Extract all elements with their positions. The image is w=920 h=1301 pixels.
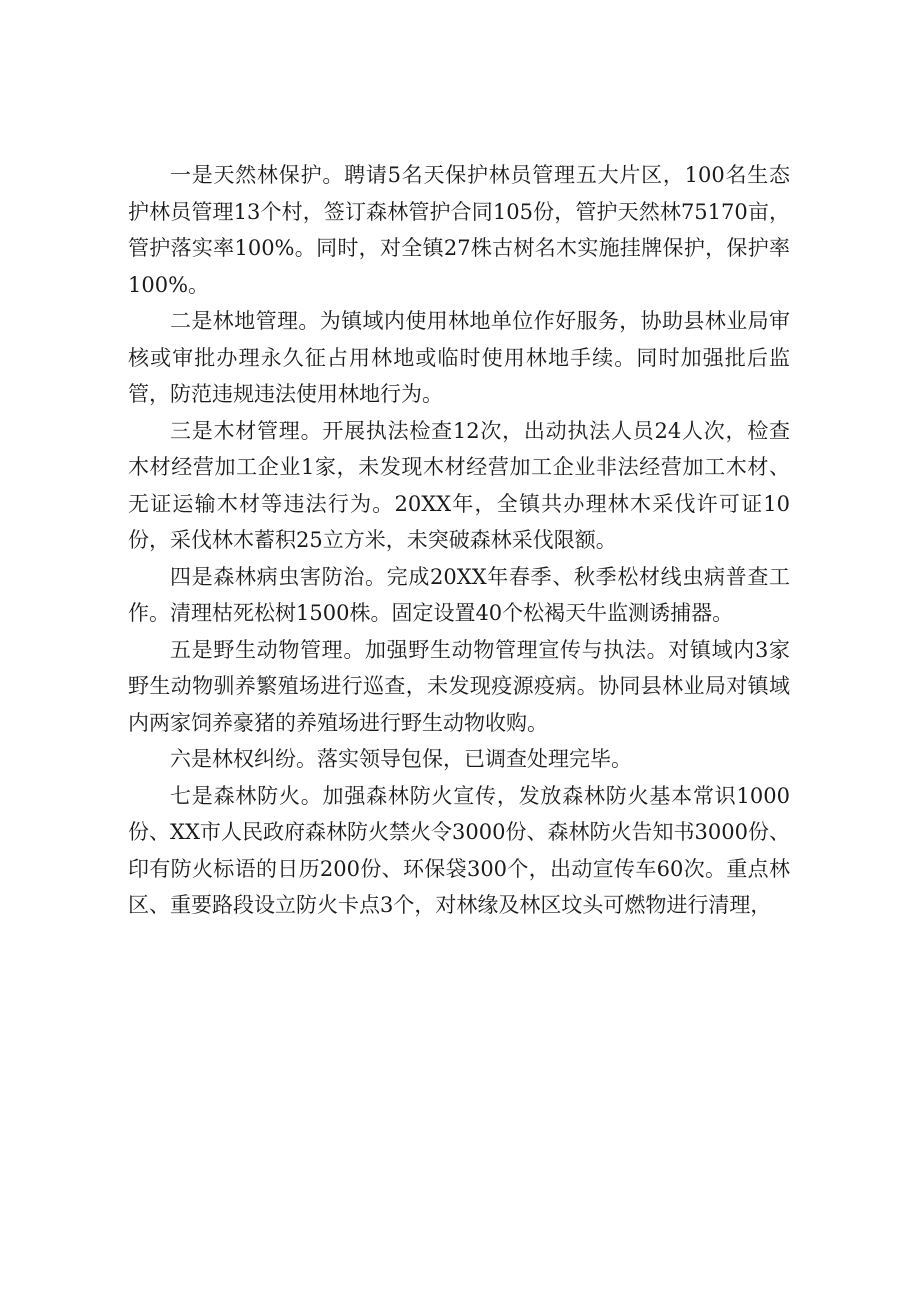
document-body <box>128 157 790 924</box>
paragraph-forest-fire-prevention: 七是森林防火。加强森林防火宣传，发放森林防火基本常识1000份、XX市人民政府森林防火禁火令3000份、森林防火告知书3000份、印有防火标语的日历200份、环保袋300个，出动宣传车60次。重点林区、重要路段设立防火卡点3个，对林缘及林区坟头可燃物进行清理， <box>128 783 790 917</box>
paragraph-natural-forest-protection: 一是天然林保护。聘请5名天保护林员管理五大片区，100名生态护林员管理13个村，签订森林管护合同105份，管护天然林75170亩，管护落实率100%。同时，对全镇27株古树名木实施挂牌保护，保护率100%。 <box>128 163 790 297</box>
paragraph-timber-management: 三是木材管理。开展执法检查12次，出动执法人员24人次，检查木材经营加工企业1家，未发现木材经营加工企业非法经营加工木材、无证运输木材等违法行为。20XX年，全镇共办理林木采伐许可证10份，采伐林木蓄积25立方米，未突破森林采伐限额。 <box>128 418 790 552</box>
paragraph-wildlife-management: 五是野生动物管理。加强野生动物管理宣传与执法。对镇域内3家野生动物驯养繁殖场进行巡查，未发现疫源疫病。协同县林业局对镇域内两家饲养豪猪的养殖场进行野生动物收购。 <box>128 637 790 735</box>
paragraph-forest-rights-disputes: 六是林权纠纷。落实领导包保，已调查处理完毕。 <box>170 747 632 771</box>
paragraph-forest-land-management: 二是林地管理。为镇域内使用林地单位作好服务，协助县林业局审核或审批办理永久征占用林地或临时使用林地手续。同时加强批后监管，防范违规违法使用林地行为。 <box>128 309 790 406</box>
paragraph-pest-control: 四是森林病虫害防治。完成20XX年春季、秋季松材线虫病普查工作。清理枯死松树1500株。固定设置40个松褐天牛监测诱捕器。 <box>128 564 790 625</box>
